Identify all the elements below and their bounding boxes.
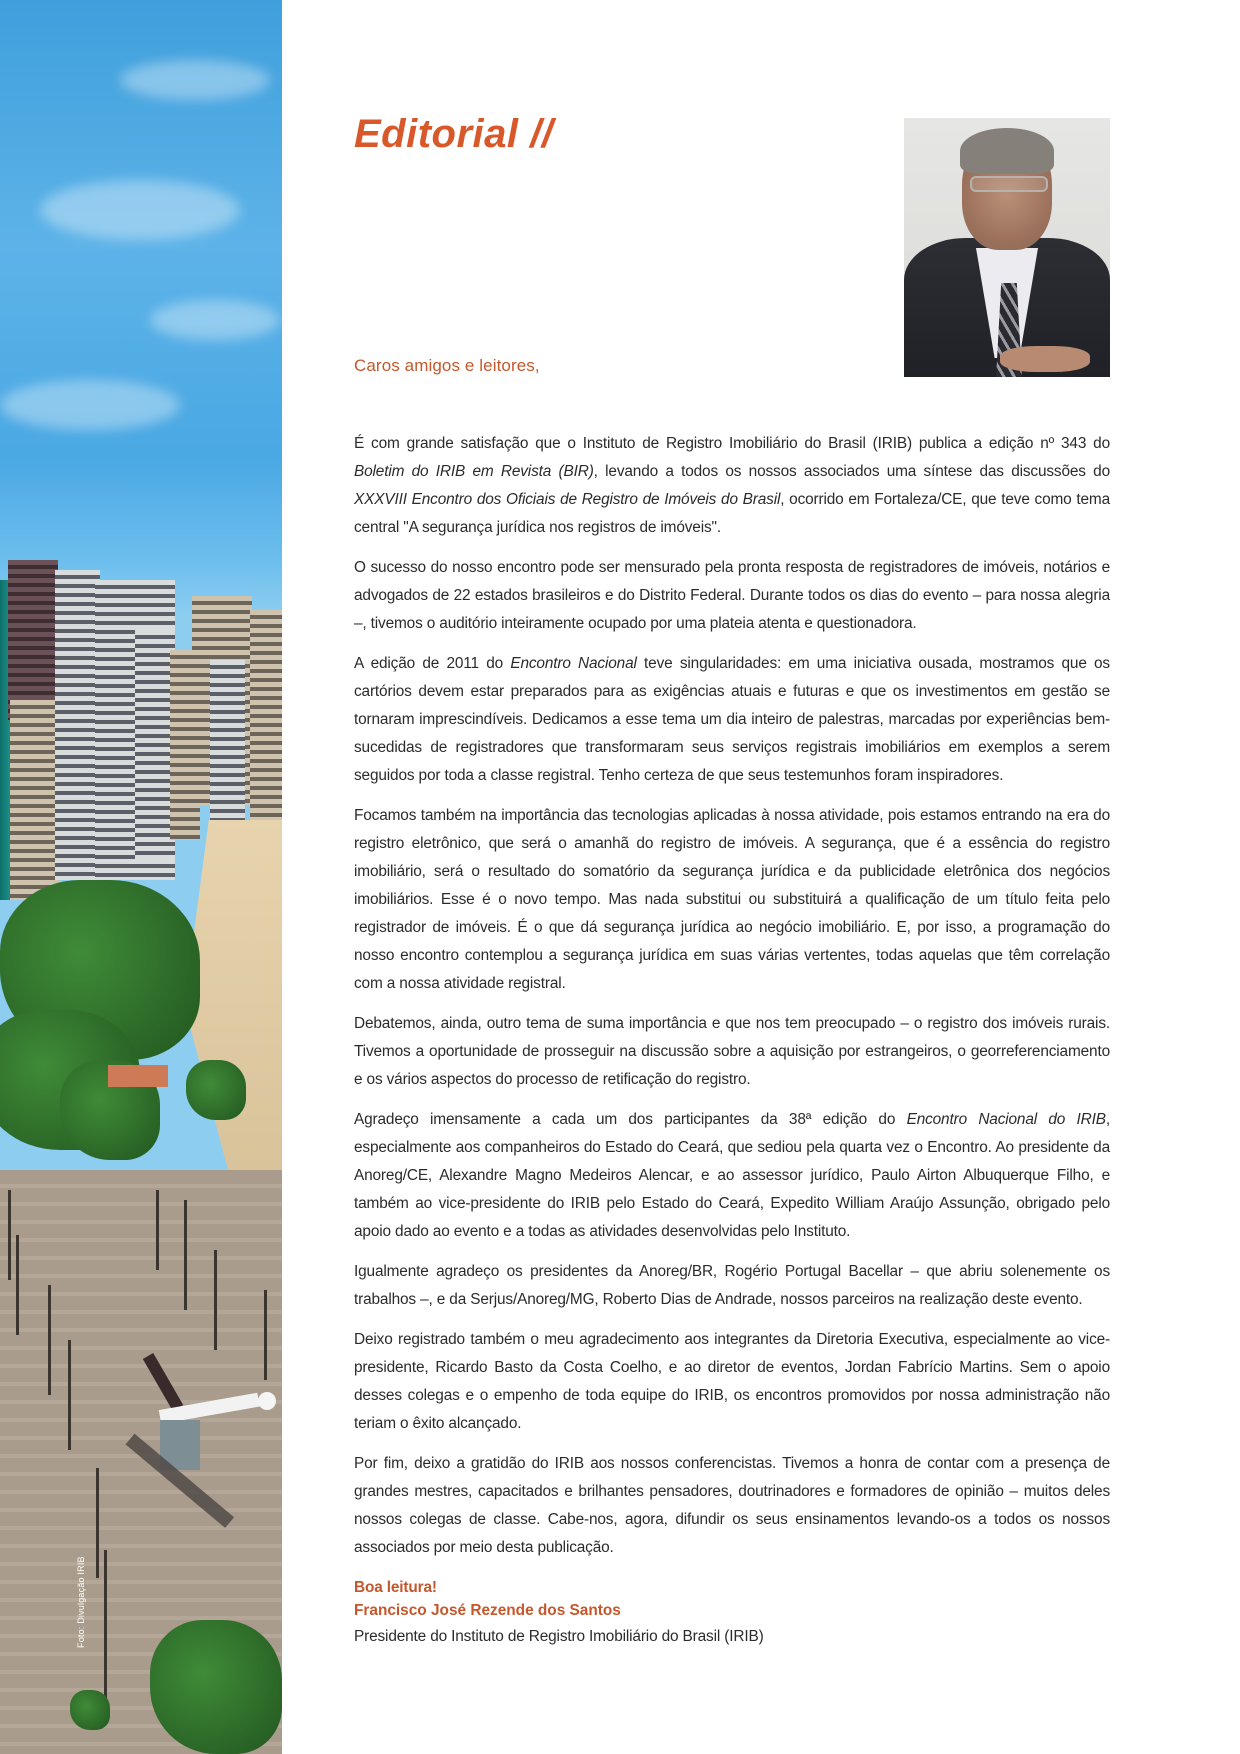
paragraph-text: Por fim, deixo a gratidão do IRIB aos nossos conferencistas. Tivemos a honra de contar com a presença de grandes mestres, capacitados e brilhantes pensadores, doutrinadores e formadores de opinião – muitos deles nossos colegas de classe. Cabe-nos, agora, difundir os seus ensinamentos levando-os a todos os nossos associados por meio desta publicação. (354, 1455, 1110, 1556)
portrait-hands (1000, 346, 1090, 372)
photo-credit: Foto: Divulgação IRIB (76, 1556, 86, 1648)
kiosk-roof (108, 1065, 168, 1087)
paragraph-text: Debatemos, ainda, outro tema de suma importância e que nos tem preocupado – o registro dos imóveis rurais. Tivemos a oportunidade de prosseguir na discussão sobre a aquisição por estrangeiros, o georreferenciamento e os vários aspectos do processo de retificação do registro. (354, 1015, 1110, 1088)
paragraph (354, 1326, 1110, 1438)
paragraph-text: Igualmente agradeço os presidentes da Anoreg/BR, Rogério Portugal Bacellar – que abriu solenemente os trabalhos –, e da Serjus/Anoreg/MG, Roberto Dias de Andrade, nossos parceiros na realização deste evento. (354, 1263, 1110, 1308)
building (10, 700, 60, 900)
paragraph-text: , levando a todos os nossos associados uma síntese das discussões do (593, 463, 1110, 480)
cloud (0, 380, 180, 430)
paragraph-text: , ocorrido em Fortaleza/CE, que teve como tema central "A segurança jurídica nos registros de imóveis". (354, 491, 1111, 536)
lamp-post (96, 1468, 99, 1578)
paragraph (354, 1450, 1110, 1562)
italic-title-ref: Boletim do IRIB em Revista (BIR) (354, 463, 594, 480)
paragraph-list (354, 430, 1110, 1562)
paragraph-text: Agradeço imensamente a cada um dos participantes da 38ª edição do (354, 1111, 907, 1128)
italic-title-ref: Encontro Nacional do IRIB (906, 1111, 1106, 1128)
lamp-post (16, 1235, 19, 1335)
lamp-post (104, 1550, 107, 1700)
cloud (40, 180, 240, 240)
signature-role: Presidente do Instituto de Registro Imobiliário do Brasil (IRIB) (354, 1628, 764, 1645)
paragraph-text: Focamos também na importância das tecnologias aplicadas à nossa atividade, pois estamos entrando na era do registro eletrônico, que será o amanhã do registro de imóveis. A segurança, que é a essência do registro imobiliário, será o resultado do somatório da segurança jurídica e da publicidade eletrônica dos negócios imobiliários. Esse é o novo tempo. Mas nada substitui ou substituirá a qualificação de um título feita pelo registrador de imóveis. É o que dá segurança jurídica ao negócio imobiliário. E, por isso, a programação do nosso encontro contemplou a segurança jurídica em suas várias vertentes, todas aquelas que têm correlação com a nossa atividade registral. (354, 807, 1110, 992)
paragraph (354, 1258, 1110, 1314)
paragraph (354, 650, 1110, 790)
paragraph-text: É com grande satisfação que o Instituto de Registro Imobiliário do Brasil (IRIB) publica a edição nº 343 do (354, 435, 1110, 452)
building (135, 630, 175, 860)
trees (150, 1620, 282, 1754)
italic-title-ref: Encontro Nacional (510, 655, 637, 672)
paragraph-text: , especialmente aos companheiros do Estado do Ceará, que sediou pela quarta vez o Encontro. Ao presidente da Anoreg/CE, Alexandre Magno Medeiros Alencar, e ao assessor jurídico, Paulo Airton Albuquerque Filho, e também ao vice-presidente do IRIB pelo Estado do Ceará, Expedito William Araújo Assunção, obrigado pelo apoio dado ao evento e a todas as atividades desenvolvidas pelo Instituto. (354, 1111, 1110, 1240)
portrait-glasses (970, 176, 1048, 192)
building (8, 560, 58, 720)
portrait-hair (960, 128, 1054, 174)
cloud (150, 300, 280, 340)
paragraph (354, 802, 1110, 998)
paragraph (354, 1106, 1110, 1246)
paragraph-text: O sucesso do nosso encontro pode ser mensurado pela pronta resposta de registradores de imóveis, notários e advogados de 22 estados brasileiros e do Distrito Federal. Durante todos os dias do evento – para nossa alegria –, tivemos o auditório inteiramente ocupado por uma plateia atenta e questionadora. (354, 559, 1110, 632)
lamp-post (48, 1285, 51, 1395)
signature-name: Francisco José Rezende dos Santos (354, 1602, 621, 1619)
paragraph-text: Deixo registrado também o meu agradecimento aos integrantes da Diretoria Executiva, especialmente ao vice-presidente, Ricardo Basto da Costa Coelho, e ao diretor de eventos, Jordan Fabrício Martins. Sem o apoio desses colegas e o empenho de toda equipe do IRIB, os encontros promovidos por nossa administração não teriam o êxito alcançado. (354, 1331, 1110, 1432)
side-photo-fortaleza-beachfront (0, 0, 282, 1754)
author-portrait (904, 118, 1110, 377)
closing-line: Boa leitura! (354, 1579, 437, 1596)
building (55, 570, 100, 880)
paragraph-text: A edição de 2011 do (354, 655, 511, 672)
signature-block (354, 1598, 764, 1650)
lamp-post (68, 1340, 71, 1450)
greeting: Caros amigos e leitores, (354, 356, 540, 375)
lamp-post (8, 1190, 11, 1280)
paragraph (354, 1010, 1110, 1094)
trees (70, 1690, 110, 1730)
lamp-post (214, 1250, 217, 1350)
lamp-post (264, 1290, 267, 1380)
paragraph (354, 554, 1110, 638)
paragraph-text: teve singularidades: em uma iniciativa ousada, mostramos que os cartórios devem estar preparados para as exigências atuais e futuras e que os investimentos em gestão se tornaram imprescindíveis. Dedicamos a esse tema um dia inteiro de palestras, marcadas por experiências bem-sucedidas de registradores que transformaram seus serviços registrais imobiliários em exemplos a serem seguidos por toda a classe registral. Tenho certeza de que seus testemunhos foram inspiradores. (354, 655, 1110, 784)
page-title: Editorial // (354, 112, 554, 156)
paragraph (354, 430, 1110, 542)
building (210, 660, 245, 820)
trees (186, 1060, 246, 1120)
cloud (120, 60, 270, 100)
sculpture-ball (258, 1392, 276, 1410)
building (250, 610, 282, 830)
lamp-post (184, 1200, 187, 1310)
editorial-body (354, 430, 1110, 1614)
italic-title-ref: XXXVIII Encontro dos Oficiais de Registro de Imóveis do Brasil (354, 491, 781, 508)
lamp-post (156, 1190, 159, 1270)
